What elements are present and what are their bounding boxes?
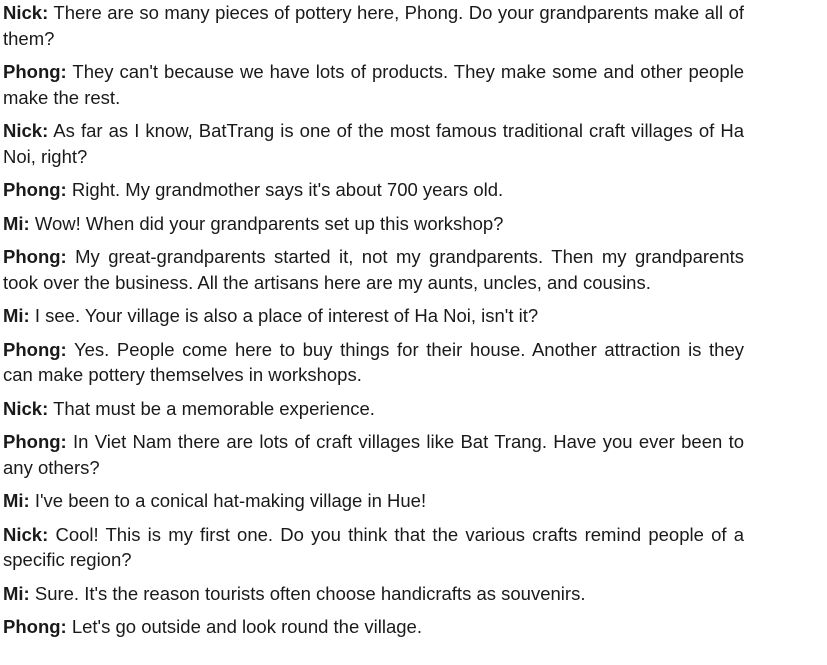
speaker-name: Nick: [3, 120, 49, 141]
speaker-name: Mi: [3, 212, 30, 234]
speaker-name: Phong: [3, 61, 67, 82]
line-text: Let's go outside and look round the village. [71, 616, 422, 637]
speaker-name: Phong: [3, 338, 67, 360]
dialogue-line [3, 177, 744, 203]
line-text: I've been to a conical hat-making village in Hue! [34, 490, 427, 511]
line-text: They can't because we have lots of products. They make some and other people make the rest. [3, 61, 745, 108]
dialogue-line [3, 396, 744, 422]
speaker-name: Phong: [3, 616, 67, 637]
dialogue-line [3, 429, 744, 480]
speaker-name: Mi: [3, 305, 30, 326]
speaker-name: Nick: [3, 2, 49, 23]
dialogue-line [3, 118, 744, 169]
dialogue-line [3, 337, 744, 388]
dialogue-line [3, 614, 744, 640]
line-text: Sure. It's the reason tourists often choose handicrafts as souvenirs. [34, 582, 586, 604]
line-text: As far as I know, BatTrang is one of the most famous traditional craft villages of Ha Noi, right? [3, 120, 744, 167]
dialogue-line [3, 488, 744, 514]
dialogue-line [3, 211, 744, 237]
line-text: In Viet Nam there are lots of craft villages like Bat Trang. Have you ever been to any others? [3, 431, 744, 478]
speaker-name: Mi: [3, 490, 30, 511]
speaker-name: Phong: [3, 179, 67, 200]
dialogue-line [3, 59, 744, 110]
speaker-name: Phong: [3, 246, 67, 267]
line-text: Right. My grandmother says it's about 700 years old. [71, 179, 504, 200]
speaker-name: Mi: [3, 582, 30, 604]
speaker-name: Nick: [3, 397, 49, 419]
line-text: There are so many pieces of pottery here, Phong. Do your grandparents make all of them? [3, 2, 745, 49]
speaker-name: Phong: [3, 431, 67, 452]
dialogue-line [3, 581, 744, 607]
dialogue-line [3, 303, 744, 329]
dialogue-line [3, 0, 744, 51]
line-text: I see. Your village is also a place of interest of Ha Noi, isn't it? [34, 305, 539, 326]
speaker-name: Nick: [3, 523, 49, 545]
dialogue-line [3, 522, 744, 573]
line-text: That must be a memorable experience. [53, 397, 375, 419]
dialogue-line [3, 244, 744, 295]
line-text: Yes. People come here to buy things for their house. Another attraction is they can make pottery themselves in workshops. [3, 338, 745, 385]
line-text: My great-grandparents started it, not my grandparents. Then my grandparents took over the business. All the artisans here are my aunts, uncles, and cousins. [3, 246, 744, 293]
line-text: Cool! This is my first one. Do you think that the various crafts remind people of a specific region? [3, 523, 745, 570]
line-text: Wow! When did your grandparents set up this workshop? [34, 212, 504, 234]
